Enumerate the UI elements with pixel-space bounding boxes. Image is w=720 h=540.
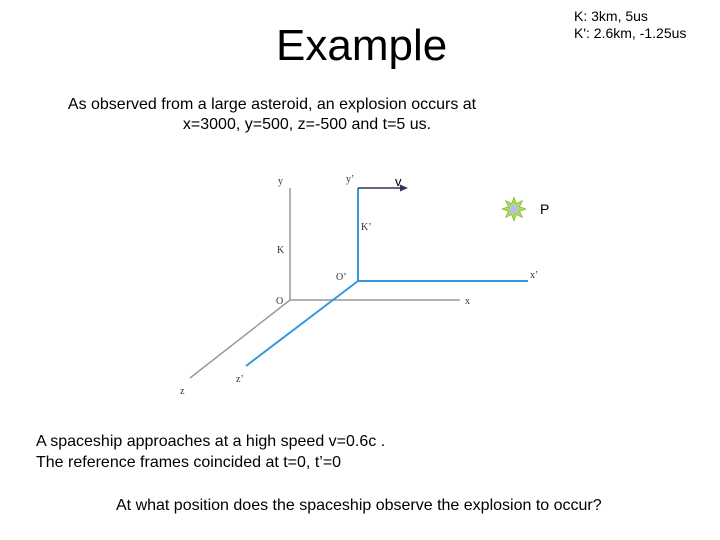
spaceship-description <box>36 431 385 473</box>
problem-line-2: x=3000, y=500, z=-500 and t=5 us. <box>182 116 432 133</box>
problem-line-1: As observed from a large asteroid, an explosion occurs at <box>67 96 477 113</box>
k-prime-origin-label: O’ <box>336 272 347 283</box>
spaceship-line-2: The reference frames coincided at t=0, t’=0 <box>36 454 342 471</box>
k-prime-y-label: y’ <box>346 174 355 185</box>
slide-title: Example <box>276 21 448 70</box>
k-z-label: z <box>180 386 185 397</box>
question-text: At what position does the spaceship observe the explosion to occur? <box>116 497 602 514</box>
k-prime-z-label: z’ <box>236 374 244 385</box>
k-prime-x-label: x’ <box>530 270 539 281</box>
k-z-axis <box>190 300 290 378</box>
k-prime-z-axis <box>246 281 358 366</box>
spaceship-line-1: A spaceship approaches at a high speed v=0.6c . <box>36 433 386 450</box>
frame-k-prime-axes <box>246 188 528 366</box>
k-label: K <box>277 245 285 256</box>
frame-k-axes <box>190 188 460 378</box>
k-y-label: y <box>278 176 283 187</box>
frame-k-prime-values: K': 2.6km, -1.25us <box>574 25 687 41</box>
explosion-icon <box>502 197 526 221</box>
velocity-label: v <box>395 174 402 189</box>
k-prime-label: K’ <box>361 222 372 233</box>
frame-k-values: K: 3km, 5us <box>574 8 648 24</box>
k-origin-label: O <box>276 296 284 307</box>
point-p-label: P <box>540 201 550 217</box>
k-x-label: x <box>465 296 470 307</box>
